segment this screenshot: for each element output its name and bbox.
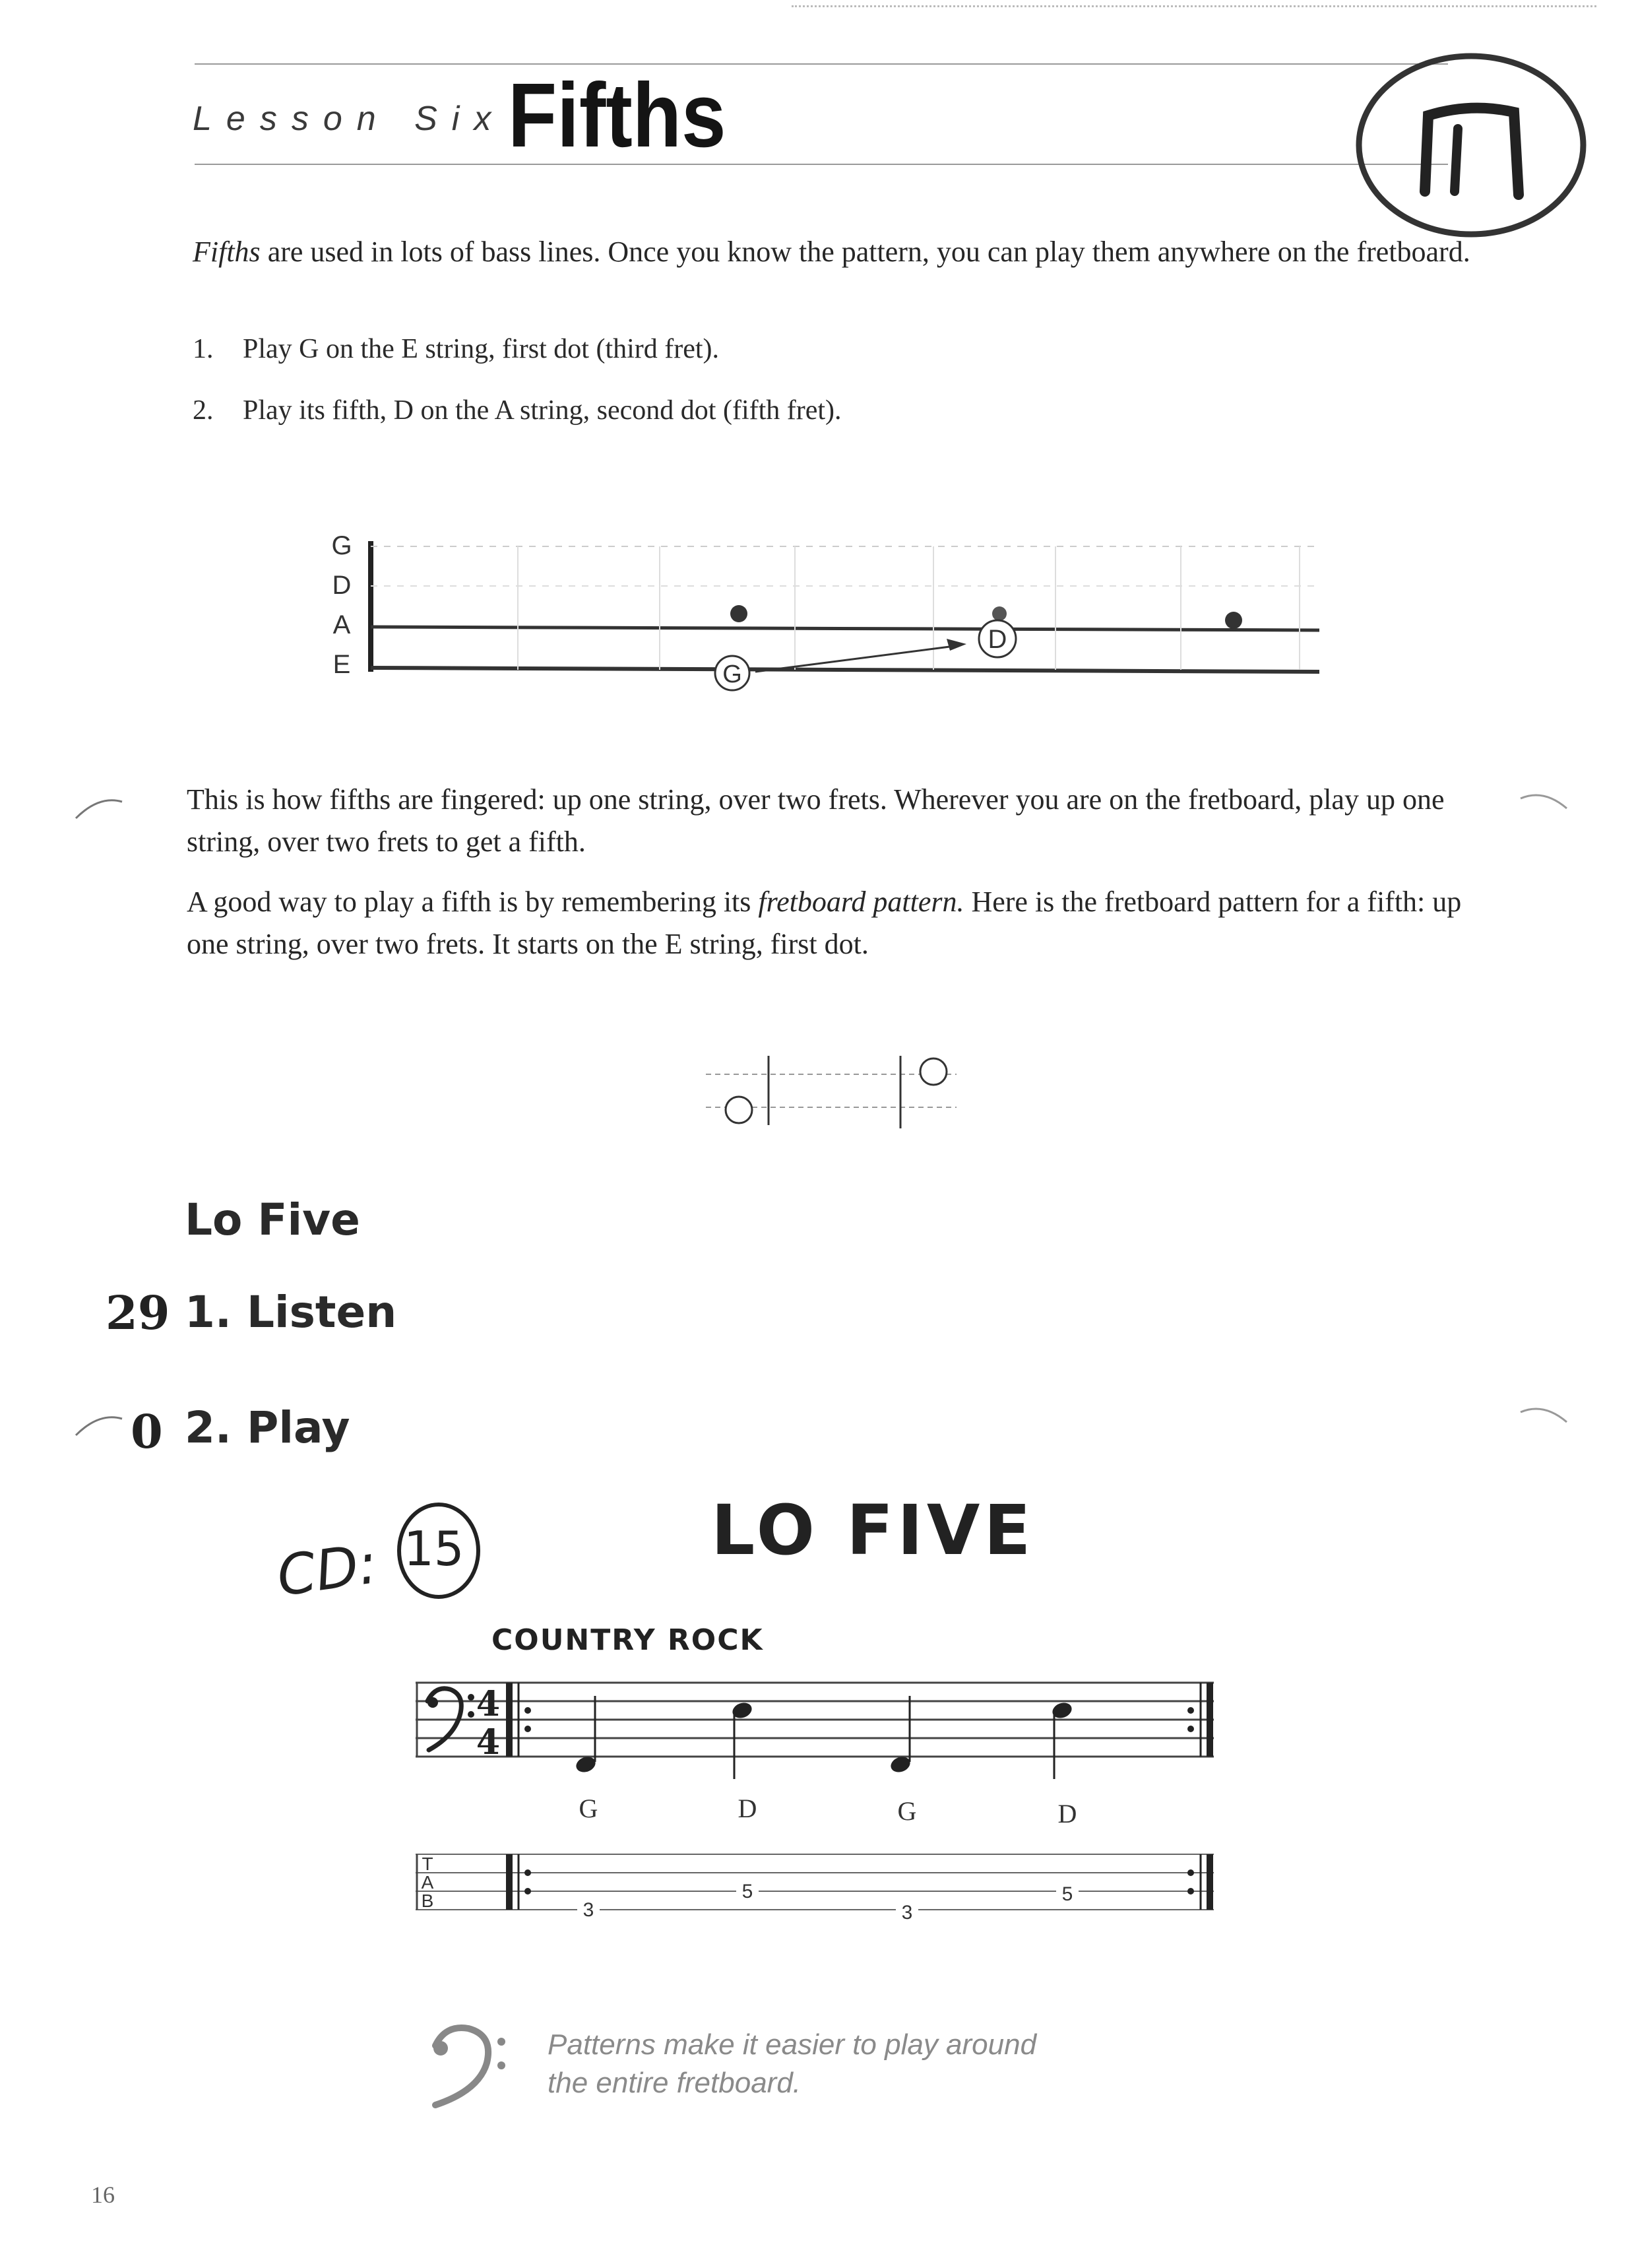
fret-dot-7: [1225, 612, 1242, 629]
string-a: [371, 627, 1319, 630]
cd-track-number: 15: [404, 1521, 464, 1576]
header-top-rule: [195, 63, 1448, 65]
string-label-a: A: [332, 610, 351, 639]
play-label: 2. Play: [185, 1402, 350, 1453]
fifth-pattern-diagram: [693, 1049, 970, 1142]
note-name-1: G: [579, 1794, 598, 1823]
explanation-paragraph-1: This is how fifths are fingered: up one string, over two frets. Wherever you are on the fretboard, play up one string, over two frets to get a fifth.: [187, 783, 1445, 858]
string-label-d: D: [332, 571, 352, 600]
repeat-start-dot-upper: [524, 1707, 531, 1714]
explanation-term: fretboard pattern.: [758, 886, 964, 918]
interval-arrow: [755, 645, 960, 672]
bass-clef-dot-upper: [468, 1694, 474, 1701]
repeat-end-dot-lower: [1187, 1726, 1194, 1732]
fretboard-diagram: [317, 521, 1346, 706]
tip-text-line-1: Patterns make it easier to play around: [548, 2028, 1037, 2061]
song-heading: Lo Five: [185, 1194, 360, 1245]
time-signature-top: 4: [476, 1684, 501, 1724]
step-number: 1.: [193, 334, 214, 364]
bass-clef-icon: [416, 2013, 515, 2112]
pattern-fifth-circle: [920, 1058, 947, 1085]
note-name-2: D: [738, 1794, 757, 1823]
page-title: Fifths: [508, 65, 726, 166]
intro-term: Fifths: [193, 236, 261, 268]
bass-clef-head: [427, 1697, 438, 1708]
step-text: Play its fifth, D on the A string, second dot (fifth fret).: [243, 395, 842, 426]
fifth-note-label: D: [988, 625, 1007, 654]
time-signature-bottom: 4: [476, 1722, 501, 1763]
tab-fret-4: 5: [1061, 1883, 1073, 1905]
explanation-paragraph-2: [187, 881, 1506, 965]
root-note-label: G: [722, 661, 742, 688]
tab-repeat-start-dot-upper: [524, 1869, 531, 1876]
explanation-text: A good way to play a fifth is by remembering its: [187, 886, 759, 918]
fret-dot-3: [730, 605, 747, 622]
interval-arrowhead: [947, 639, 966, 651]
listen-track-number: 29: [106, 1285, 170, 1340]
repeat-end-dot-upper: [1187, 1707, 1194, 1714]
tab-repeat-start-dot-lower: [524, 1888, 531, 1895]
step-number: 2.: [193, 395, 214, 426]
cd-label: CD:: [272, 1530, 381, 1609]
lesson-label: Lesson Six: [193, 100, 506, 138]
step-text: Play G on the E string, first dot (third fret).: [243, 334, 720, 364]
string-label-e: E: [332, 650, 351, 679]
listen-label: 1. Listen: [185, 1287, 397, 1338]
step-1: [193, 333, 719, 365]
page-number: 16: [91, 2182, 115, 2208]
tab-fret-3: 3: [901, 1902, 913, 1924]
handwritten-circle-mark: [1346, 40, 1596, 251]
tab-repeat-end-dot-lower: [1187, 1888, 1194, 1895]
tab-repeat-end-dot-upper: [1187, 1869, 1194, 1876]
tab-letter-a: A: [421, 1872, 434, 1893]
tab-letter-t: T: [422, 1854, 433, 1874]
scan-edge: [792, 5, 1596, 7]
bass-clef-dot-lower: [468, 1711, 474, 1718]
intro-text: are used in lots of bass lines. Once you know the pattern, you can play them anywhere on the fretboard.: [260, 236, 1470, 268]
repeat-start-dot-lower: [524, 1726, 531, 1732]
string-label-g: G: [331, 531, 352, 560]
note-name-3: G: [897, 1796, 917, 1826]
intro-paragraph: [193, 231, 1512, 273]
string-e: [371, 668, 1319, 672]
fret-dot-5: [992, 606, 1007, 621]
note-name-4: D: [1057, 1799, 1077, 1829]
punch-hole-mark-right-top: [1517, 789, 1570, 815]
tab-fret-1: 3: [582, 1899, 594, 1921]
play-track-number: 0: [131, 1404, 163, 1459]
sheet-style: COUNTRY ROCK: [491, 1623, 764, 1657]
punch-hole-mark-right-bottom: [1517, 1402, 1570, 1429]
explanation-text: Here is the fretboard pattern for a fifth: up one string, over two frets. It starts on the E string, first dot.: [187, 886, 1462, 960]
step-2: [193, 395, 842, 426]
tip-text: [548, 2026, 1141, 2102]
tip-text-line-2: the entire fretboard.: [548, 2067, 802, 2099]
tab-letter-b: B: [421, 1891, 434, 1911]
notation-staff: [409, 1663, 1240, 1966]
header-bottom-rule: [195, 164, 1448, 165]
punch-hole-mark-left-bottom: [73, 1412, 125, 1439]
tab-fret-2: 5: [741, 1881, 753, 1902]
punch-hole-mark-left-top: [73, 795, 125, 822]
pattern-root-circle: [726, 1097, 752, 1123]
sheet-title: LO FIVE: [711, 1490, 1035, 1571]
